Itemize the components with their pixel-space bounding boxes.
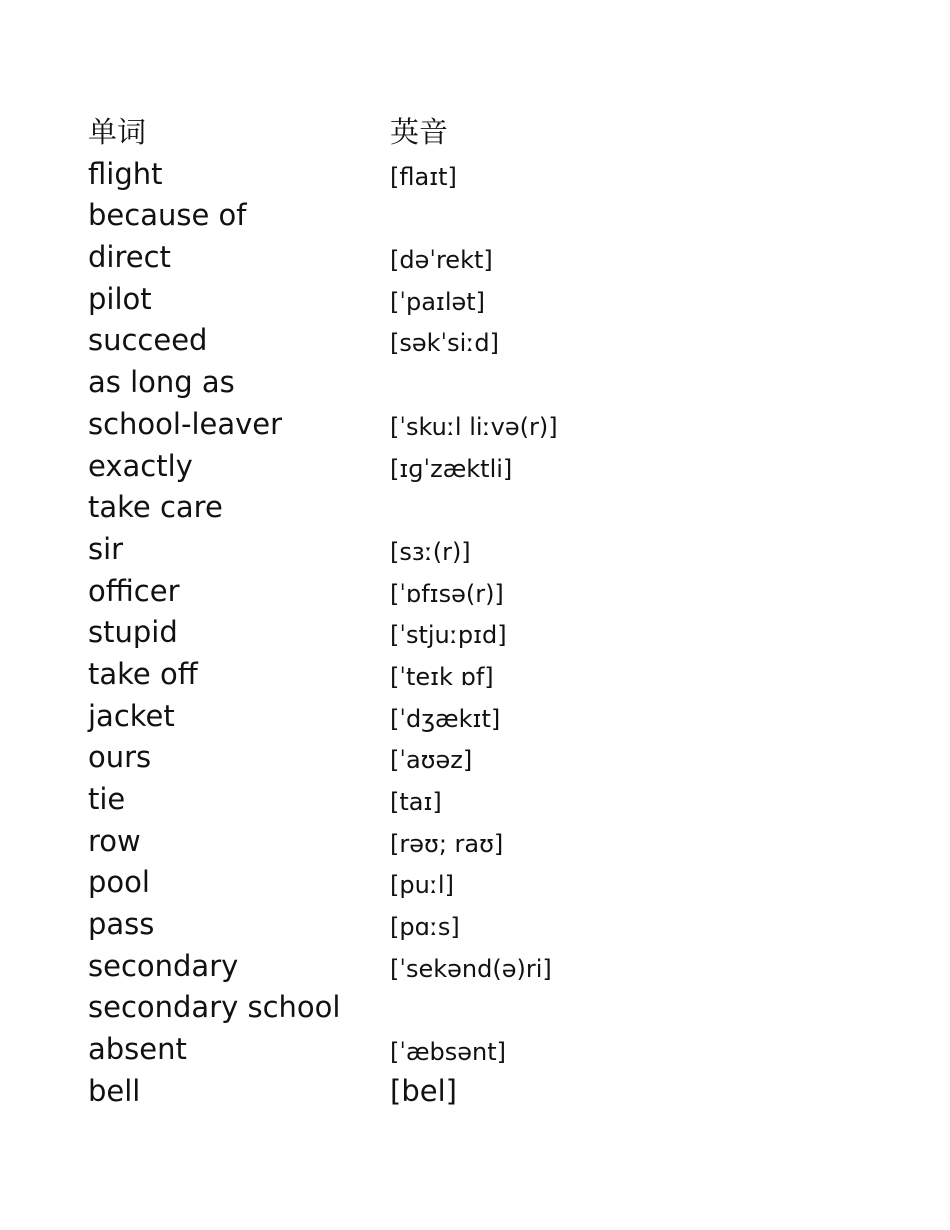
vocab-word: flight (88, 156, 163, 191)
vocab-word: officer (88, 573, 180, 608)
table-row (88, 654, 848, 696)
vocab-ipa: [pɑːs] (390, 913, 460, 942)
vocab-ipa: [ˈsekənd(ə)ri] (390, 954, 552, 983)
table-row (88, 362, 848, 404)
vocab-word: pilot (88, 281, 152, 316)
vocabulary-rows (88, 154, 848, 1113)
vocab-word: because of (88, 198, 247, 233)
vocab-word: secondary school (88, 990, 341, 1025)
vocab-ipa: [ˈɒfɪsə(r)] (390, 579, 504, 608)
header-ipa: 英音 (390, 115, 449, 149)
table-row (88, 487, 848, 529)
table-row (88, 446, 848, 488)
vocab-word: as long as (88, 365, 235, 400)
table-row (88, 320, 848, 362)
table-row (88, 1029, 848, 1071)
vocab-ipa: [ˈstjuːpɪd] (390, 621, 507, 650)
vocab-word: take care (88, 490, 223, 525)
vocab-ipa: [ɪɡˈzæktli] (390, 454, 513, 483)
table-row (88, 987, 848, 1029)
vocabulary-table (88, 112, 848, 1113)
table-row (88, 154, 848, 196)
vocab-ipa: [ˈpaɪlət] (390, 287, 486, 316)
table-row (88, 696, 848, 738)
vocab-ipa: [sɜː(r)] (390, 537, 471, 566)
vocab-word: tie (88, 782, 126, 816)
vocab-word: ours (88, 740, 152, 775)
table-row (88, 737, 848, 779)
table-row (88, 862, 848, 904)
vocab-word: sir (88, 531, 124, 566)
table-row (88, 1071, 848, 1113)
vocab-word: succeed (88, 323, 208, 358)
vocab-word: school-leaver (88, 406, 283, 441)
vocab-word: stupid (88, 615, 178, 650)
table-row (88, 195, 848, 237)
vocab-ipa: [rəʊ; raʊ] (390, 829, 504, 858)
table-row (88, 404, 848, 446)
vocab-ipa: [ˈæbsənt] (390, 1038, 507, 1067)
vocab-word: exactly (88, 448, 193, 483)
table-row (88, 529, 848, 571)
vocab-word: jacket (88, 698, 175, 733)
vocab-ipa: [puːl] (390, 871, 454, 900)
table-row (88, 571, 848, 613)
table-row (88, 946, 848, 988)
table-row (88, 237, 848, 279)
vocab-word: pool (88, 865, 150, 900)
vocab-word: direct (88, 240, 171, 275)
vocab-ipa: [ˈskuːl liːvə(r)] (390, 412, 558, 441)
vocab-ipa: [flaɪt] (390, 162, 457, 191)
vocab-word: row (88, 823, 141, 858)
table-row (88, 904, 848, 946)
table-header-row (88, 112, 848, 154)
vocab-word: take off (88, 656, 198, 691)
table-row (88, 779, 848, 821)
table-row (88, 612, 848, 654)
header-word: 单词 (88, 115, 147, 149)
vocab-word: bell (88, 1073, 141, 1108)
vocab-ipa: [ˈaʊəz] (390, 746, 473, 775)
vocab-ipa: [taɪ] (390, 788, 442, 816)
vocab-word: absent (88, 1032, 187, 1067)
vocab-ipa: [ˈteɪk ɒf] (390, 662, 494, 691)
vocab-ipa: [dəˈrekt] (390, 246, 493, 275)
vocab-ipa: [səkˈsiːd] (390, 329, 499, 358)
vocab-ipa: [ˈdʒækɪt] (390, 704, 501, 733)
vocab-ipa: [bel] (390, 1073, 457, 1108)
table-row (88, 821, 848, 863)
vocab-word: pass (88, 907, 155, 942)
vocab-word: secondary (88, 948, 239, 983)
table-row (88, 279, 848, 321)
